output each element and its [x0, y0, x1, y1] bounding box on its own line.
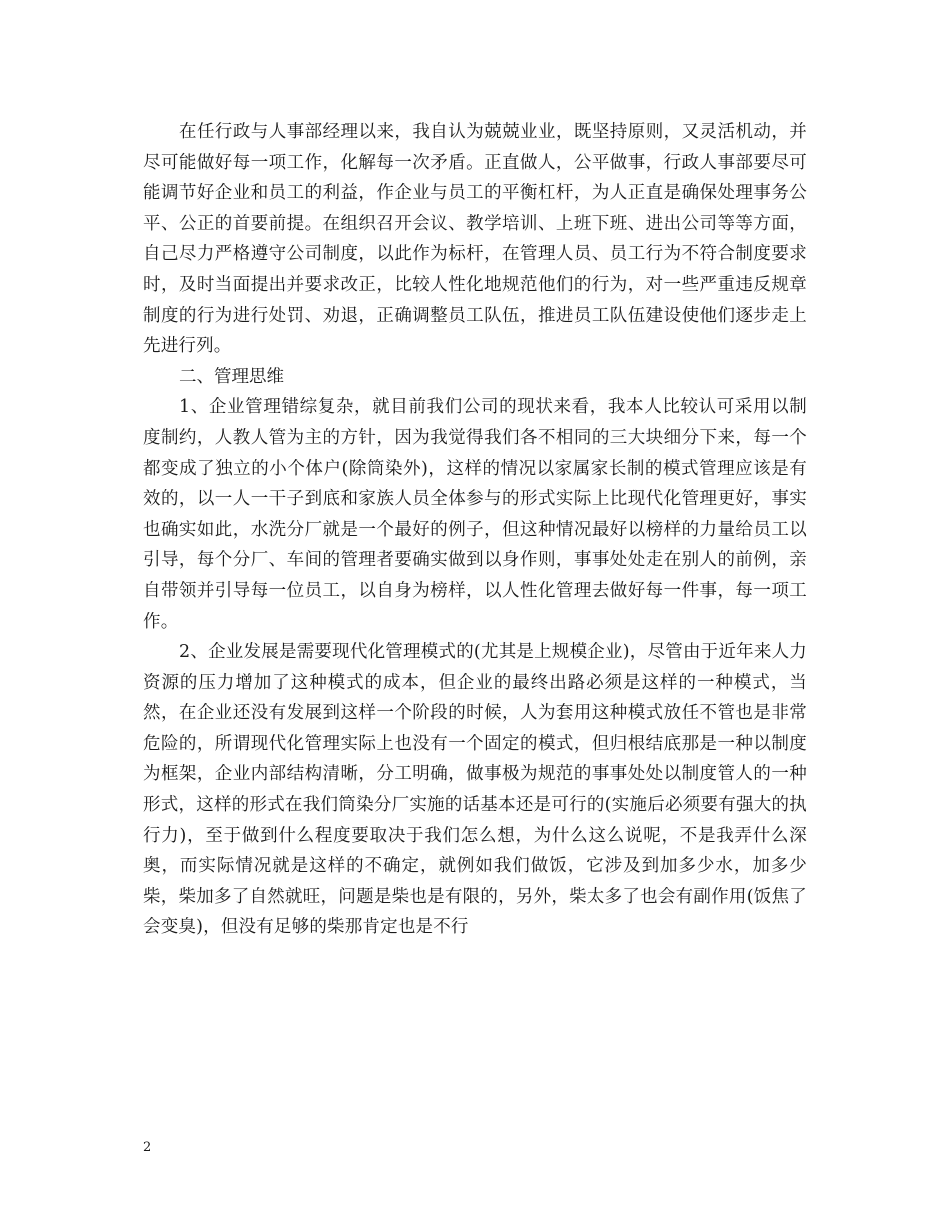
section-heading-management-thinking: 二、管理思维 — [179, 366, 284, 387]
paragraph-work-attitude: 在任行政与人事部经理以来，我自认为兢兢业业，既坚持原则，又灵活机动，并尽可能做好每一项工作，化解每一次矛盾。正直做人，公平做事，行政人事部要尽可能调节好企业和员工的利益，作企业与员工的平衡杠杆，为人正直是确保处理事务公平、公正的首要前提。在组织召开会议、教学培训、上班下班、进出公司等等方面，自己尽力严格遵守公司制度，以此作为标杆，在管理人员、员工行为不符合制度要求时，及时当面提出并要求改正，比较人性化地规范他们的行为，对一些严重违反规章制度的行为进行处罚、劝退，正确调整员工队伍，推进员工队伍建设使他们逐步走上先进行列。 — [143, 122, 807, 357]
paragraph-point-1: 1、企业管理错综复杂，就目前我们公司的现状来看，我本人比较认可采用以制度制约，人教人管为主的方针，因为我觉得我们各不相同的三大块细分下来，每一个都变成了独立的小个体户(除筒染外)，这样的情况以家属家长制的模式管理应该是有效的，以一人一干子到底和家族人员全体参与的形式实际上比现代化管理更好，事实也确实如此，水洗分厂就是一个最好的例子，但这种情况最好以榜样的力量给员工以引导，每个分厂、车间的管理者要确实做到以身作则，事事处处走在别人的前例，亲自带领并引导每一位员工，以自身为榜样，以人性化管理去做好每一件事，每一项工作。 — [143, 397, 807, 632]
page-number: 2 — [143, 1140, 152, 1155]
paragraph-point-2: 2、企业发展是需要现代化管理模式的(尤其是上规模企业)，尽管由于近年来人力资源的压力增加了这种模式的成本，但企业的最终出路必须是这样的一种模式，当然，在企业还没有发展到这样一个阶段的时候，人为套用这种模式放任不管也是非常危险的，所谓现代化管理实际上也没有一个固定的模式，但归根结底那是一种以制度为框架，企业内部结构清晰，分工明确，做事极为规范的事事处处以制度管人的一种形式，这样的形式在我们筒染分厂实施的话基本还是可行的(实施后必须要有强大的执行力)，至于做到什么程度要取决于我们怎么想，为什么这么说呢，不是我弄什么深奥，而实际情况就是这样的不确定，就例如我们做饭，它涉及到加多少水，加多少柴，柴加多了自然就旺，问题是柴也是有限的，另外，柴太多了也会有副作用(饭焦了会变臭)，但没有足够的柴那肯定也是不行 — [143, 642, 807, 938]
document-body — [143, 117, 807, 943]
